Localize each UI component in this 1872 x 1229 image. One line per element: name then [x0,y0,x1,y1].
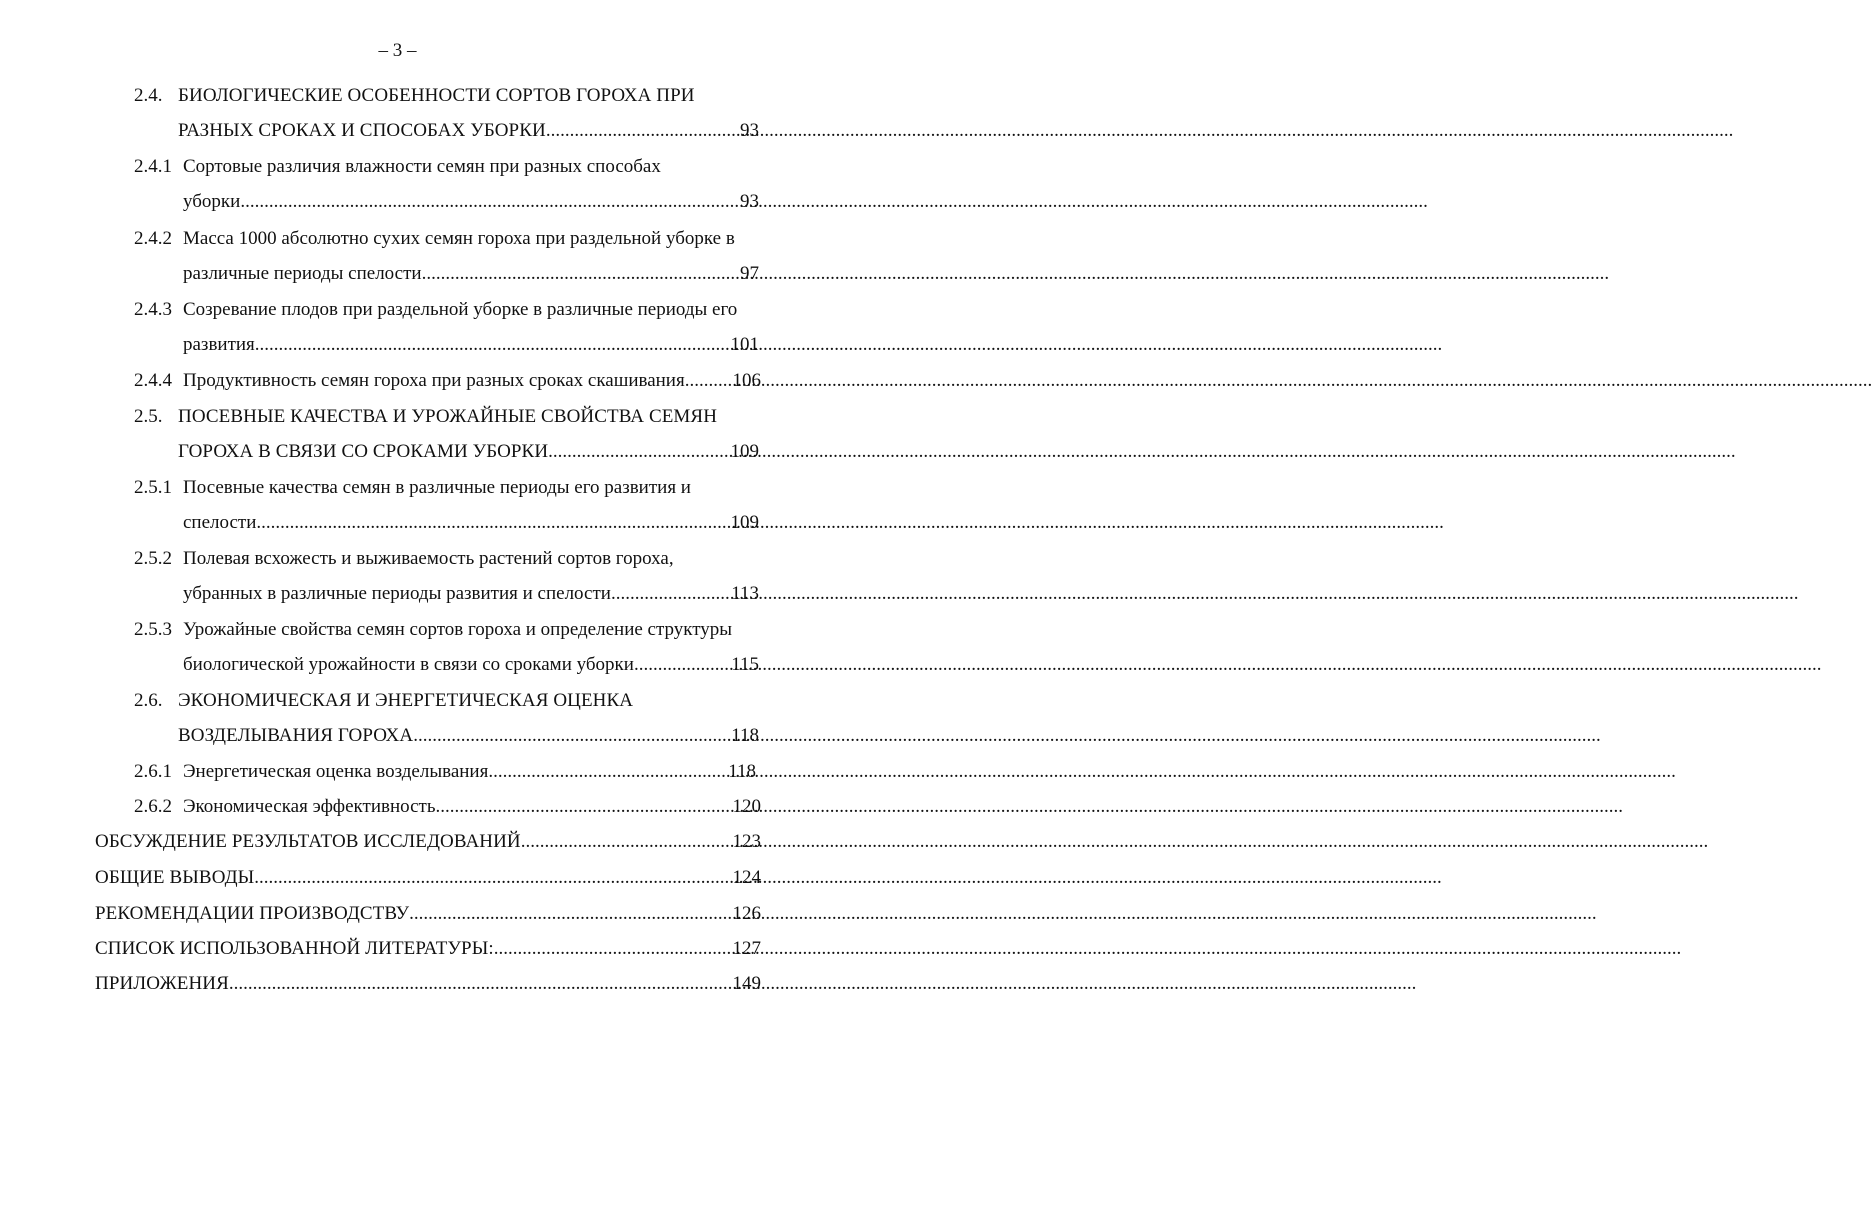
toc-entry-2-5-line1 [134,405,764,429]
toc-entry-title: СПИСОК ИСПОЛЬЗОВАННОЙ ЛИТЕРАТУРЫ: [95,938,494,959]
toc-page-number: 118 [731,725,759,746]
leader-dots [409,902,732,926]
toc-entry-title: ГОРОХА В СВЯЗИ СО СРОКАМИ УБОРКИ [178,441,549,462]
toc-entry-title: ОБЩИЕ ВЫВОДЫ [95,867,255,888]
toc-page-number: 113 [731,583,759,604]
toc-entry-title: ПРИЛОЖЕНИЯ [95,973,229,994]
toc-entry-2-6-2[interactable] [134,795,761,819]
toc-entry-2-4-1-line2[interactable] [183,190,759,214]
toc-entry-2-6-1[interactable] [134,760,756,784]
toc-entry-2-5-1-line1 [134,476,764,500]
toc-entry-title: БИОЛОГИЧЕСКИЕ ОСОБЕННОСТИ СОРТОВ ГОРОХА ПРИ [178,85,695,106]
toc-entry-title: развития [183,334,255,355]
toc-entry-conclusions[interactable] [95,866,761,890]
toc-entry-title: Полевая всхожесть и выживаемость растений сортов гороха, [183,548,674,569]
toc-entry-title: биологической урожайности в связи со сроками уборки [183,654,634,675]
toc-entry-title: ОБСУЖДЕНИЕ РЕЗУЛЬТАТОВ ИССЛЕДОВАНИЙ [95,831,521,852]
toc-page-number: 97 [740,263,759,284]
leader-dots [634,653,731,677]
leader-dots [436,795,733,819]
toc-entry-title: Энергетическая оценка возделывания [183,761,489,782]
toc-page-number: 124 [732,867,761,888]
toc-entry-2-4-2-line2[interactable] [183,262,759,286]
toc-page-number: 115 [731,654,759,675]
page-number: – 3 – [378,40,417,61]
toc-entry-number: 2.6.1 [134,761,172,782]
leader-dots [422,262,740,286]
leader-dots [611,582,731,606]
leader-dots [254,866,732,890]
toc-entry-2-5-2-line2[interactable] [183,582,759,606]
toc-entry-title: убранных в различные периоды развития и спелости [183,583,611,604]
toc-entry-2-5-1-line2[interactable] [183,511,759,535]
leader-dots [256,511,730,535]
toc-entry-title: спелости [183,512,257,533]
toc-page-number: 120 [732,796,761,817]
toc-entry-number: 2.5. [134,406,163,427]
leader-dots [488,760,728,784]
toc-entry-2-4-3-line2[interactable] [183,333,759,357]
leader-dots [240,190,740,214]
toc-entry-2-4-line1 [134,84,734,108]
leader-dots [685,369,733,393]
toc-page-number: 109 [730,441,759,462]
toc-entry-appendices[interactable] [95,972,761,996]
leader-dots [521,830,733,854]
toc-entry-title: Масса 1000 абсолютно сухих семян гороха при раздельной уборке в [183,228,735,249]
toc-entry-number: 2.5.2 [134,548,172,569]
toc-page-number: 109 [730,512,759,533]
leader-dots [255,333,731,357]
toc-entry-number: 2.4.3 [134,299,172,320]
toc-entry-number: 2.6. [134,690,163,711]
toc-entry-2-4-2-line1 [134,227,764,251]
toc-entry-2-6-line1 [134,689,734,713]
toc-entry-title: Урожайные свойства семян сортов гороха и определение структуры [183,619,733,640]
toc-page-number: 123 [732,831,761,852]
toc-page-number: 93 [740,120,759,141]
toc-entry-number: 2.4.1 [134,156,172,177]
toc-entry-discussion[interactable] [95,830,761,854]
toc-entry-title: Экономическая эффективность [183,796,436,817]
toc-entry-2-4-3-line1 [134,298,764,322]
toc-entry-title: ЭКОНОМИЧЕСКАЯ И ЭНЕРГЕТИЧЕСКАЯ ОЦЕНКА [178,690,634,711]
toc-entry-2-5-3-line2[interactable] [183,653,759,677]
toc-page-number: 126 [732,903,761,924]
toc-page-number: 118 [728,761,756,782]
toc-entry-number: 2.5.1 [134,477,172,498]
leader-dots [229,972,733,996]
toc-entry-2-5-2-line1 [134,547,764,571]
toc-entry-title: Посевные качества семян в различные периоды его развития и [183,477,691,498]
toc-entry-number: 2.4.2 [134,228,172,249]
toc-page-number: 101 [730,334,759,355]
toc-entry-title: ВОЗДЕЛЫВАНИЯ ГОРОХА [178,725,414,746]
toc-entry-title: РАЗНЫХ СРОКАХ И СПОСОБАХ УБОРКИ [178,120,546,141]
toc-entry-2-4-line2[interactable] [178,119,759,143]
toc-entry-2-4-4[interactable] [134,369,761,393]
toc-page-number: 93 [740,191,759,212]
toc-entry-2-4-1-line1 [134,155,754,179]
toc-entry-title: уборки [183,191,241,212]
leader-dots [548,440,730,464]
table-of-contents [0,0,795,1229]
leader-dots [413,724,731,748]
toc-entry-2-6-line2[interactable] [178,724,759,748]
toc-entry-title: Созревание плодов при раздельной уборке в различные периоды его [183,299,738,320]
leader-dots [494,937,733,961]
toc-entry-number: 2.4. [134,85,163,106]
toc-entry-number: 2.5.3 [134,619,172,640]
toc-entry-recommendations[interactable] [95,902,761,926]
toc-page-number: 149 [732,973,761,994]
leader-dots [546,119,740,143]
toc-entry-title: различные периоды спелости [183,263,422,284]
toc-entry-2-5-3-line1 [134,618,764,642]
toc-page-number: 106 [732,370,761,391]
toc-entry-title: РЕКОМЕНДАЦИИ ПРОИЗВОДСТВУ [95,903,410,924]
toc-entry-title: Продуктивность семян гороха при разных сроках скашивания [183,370,685,391]
toc-entry-number: 2.6.2 [134,796,172,817]
toc-page-number: 127 [732,938,761,959]
toc-entry-number: 2.4.4 [134,370,172,391]
toc-entry-references[interactable] [95,937,761,961]
toc-entry-2-5-line2[interactable] [178,440,759,464]
toc-entry-title: Сортовые различия влажности семян при разных способах [183,156,661,177]
toc-entry-title: ПОСЕВНЫЕ КАЧЕСТВА И УРОЖАЙНЫЕ СВОЙСТВА СЕМЯН [178,406,718,427]
